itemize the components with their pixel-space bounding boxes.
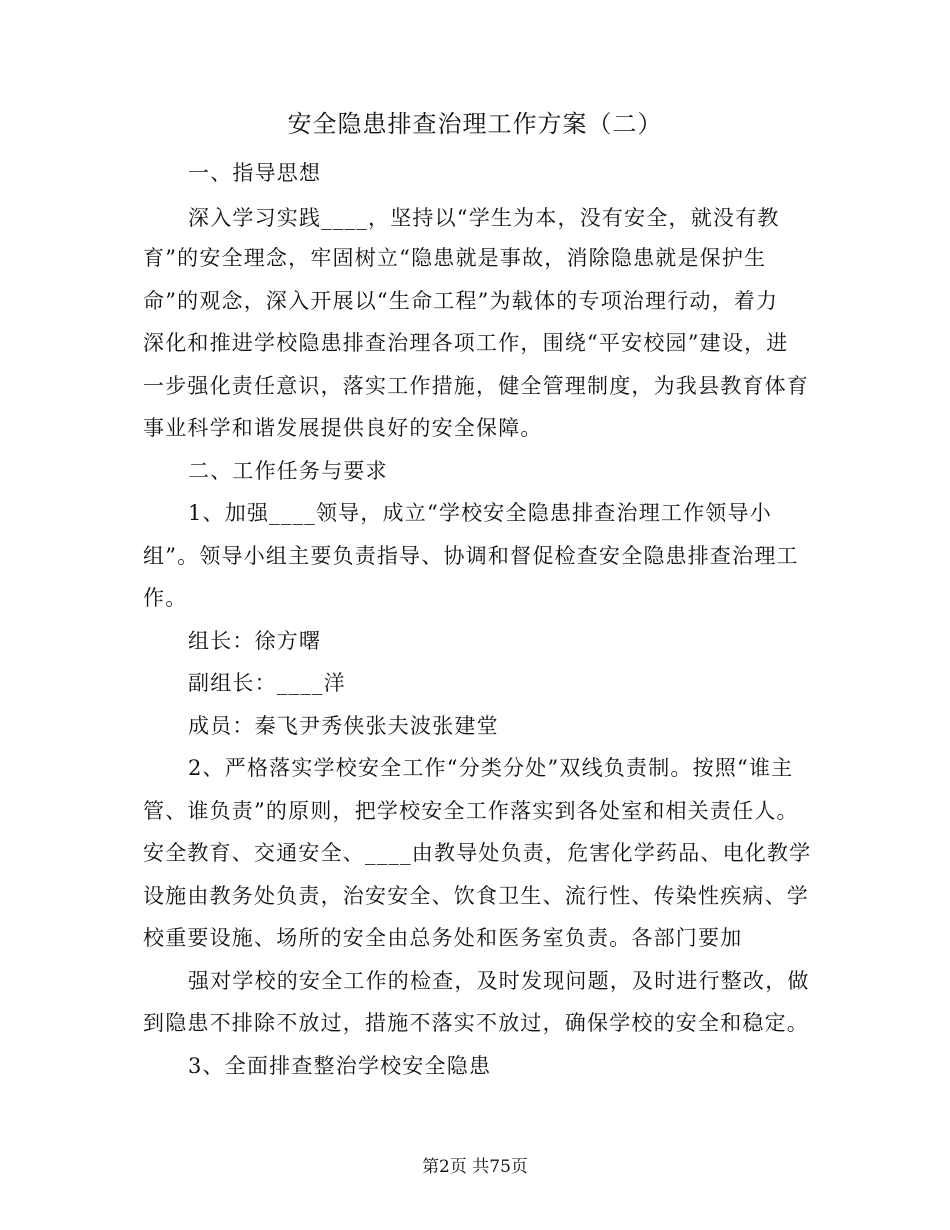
paragraph-line: 到隐患不排除不放过，措施不落实不放过，确保学校的安全和稳定。 xyxy=(143,1011,809,1035)
paragraph-line: 作。 xyxy=(143,586,188,610)
paragraph-line: 管、谁负责”的原则，把学校安全工作落实到各处室和相关责任人。 xyxy=(143,799,799,823)
paragraph-line: 2、严格落实学校安全工作“分类分处”双线负责制。按照“谁主 xyxy=(188,756,794,780)
paragraph-line: 校重要设施、场所的安全由总务处和医务室负责。各部门要加 xyxy=(143,926,743,950)
paragraph-line: 一步强化责任意识，落实工作措施，健全管理制度，为我县教育体育 xyxy=(143,374,809,398)
section-heading: 一、指导思想 xyxy=(188,161,322,185)
paragraph-line: 深化和推进学校隐患排查治理各项工作，围绕“平安校园”建设，进 xyxy=(143,331,789,355)
section-heading: 二、工作任务与要求 xyxy=(188,459,388,483)
document-title: 安全隐患排查治理工作方案（二） xyxy=(287,110,663,138)
paragraph-line: 育”的安全理念，牢固树立“隐患就是事故，消除隐患就是保护生 xyxy=(143,246,767,270)
paragraph-line: 组”。领导小组主要负责指导、协调和督促检查安全隐患排查治理工 xyxy=(143,544,799,568)
deputy-leader-line: 副组长：____洋 xyxy=(188,671,346,695)
paragraph-line: 命”的观念，深入开展以“生命工程”为载体的专项治理行动，着力 xyxy=(143,289,779,313)
members-line: 成员：秦飞尹秀侠张夫波张建堂 xyxy=(188,714,499,738)
paragraph-line: 安全教育、交通安全、____由教导处负责，危害化学药品、电化教学 xyxy=(143,841,812,865)
paragraph-line: 事业科学和谐发展提供良好的安全保障。 xyxy=(143,416,543,440)
paragraph-line: 深入学习实践____，坚持以“学生为本，没有安全，就没有教 xyxy=(188,206,780,230)
section-heading: 3、全面排查整治学校安全隐患 xyxy=(188,1054,492,1078)
page-footer: 第2页 共75页 xyxy=(422,1157,528,1177)
paragraph-line: 1、加强____领导，成立“学校安全隐患排查治理工作领导小 xyxy=(188,501,772,525)
paragraph-line: 强对学校的安全工作的检查，及时发现问题，及时进行整改，做 xyxy=(188,969,810,993)
leader-line: 组长：徐方曙 xyxy=(188,629,322,653)
paragraph-line: 设施由教务处负责，治安安全、饮食卫生、流行性、传染性疾病、学 xyxy=(143,884,809,908)
